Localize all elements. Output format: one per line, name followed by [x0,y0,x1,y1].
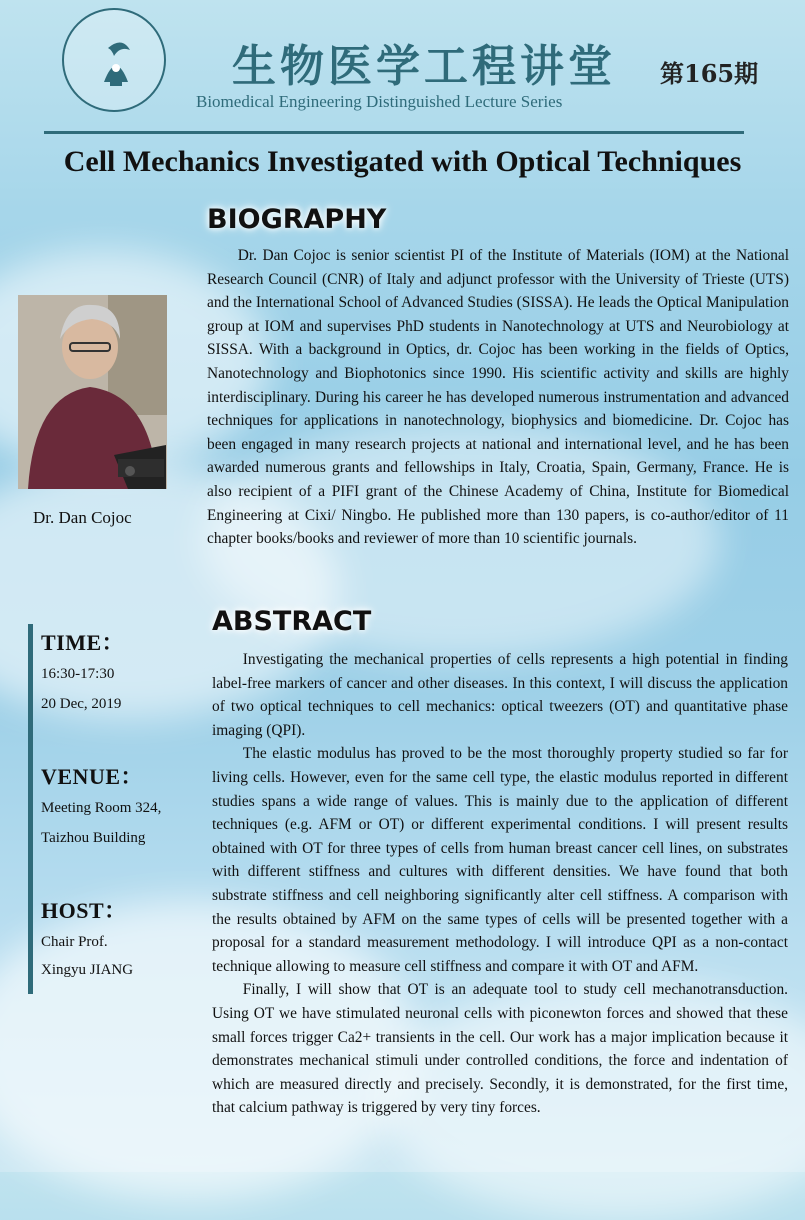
header-divider [44,131,744,134]
host-line-1: Chair Prof. [41,934,108,950]
speaker-photo [18,295,167,489]
biography-paragraph: Dr. Dan Cojoc is senior scientist PI of the Institute of Materials (IOM) at the National Research Council (CNR) of Italy and adjunct professor with the University of Trieste (UTS) and the International School of Advanced Studies (SISSA). He leads the Optical Manipulation group at IOM and supervises PhD students in Nanotechnology at UTS and Neurobiology at SISSA. With a background in Optics, dr. Cojoc has been working in the fields of Optics, Nanotechnology and Biophotonics since 1990. His scientific activity and skills are highly interdisciplinary. During his career he has developed numerous instrumentation and advanced techniques for applications in nanotechnology, biophysics and biomedicine. Dr. Cojoc has been engaged in many research projects at national and international level, and he has been awarded numerous grants and fellowships in Italy, Croatia, Spain, Germany, France. He is also recipient of a PIFI grant of the Chinese Academy of China, Institute for Biomedical Engineering at Cixi/ Ningbo. He published more than 130 papers, is co-author/editor of 11 chapter books/books and reviewer of more than 10 scientific journals. [207,247,789,548]
time-label: TIME： [41,630,125,655]
biography-body [207,244,789,551]
lecture-title: Cell Mechanics Investigated with Optical Techniques [63,145,742,178]
venue-label: VENUE： [41,764,144,789]
speaker-name-caption: Dr. Dan Cojoc [33,508,132,527]
chinese-series-title: 生物医学工程讲堂 [232,41,616,92]
speaker-portrait-icon [18,295,167,489]
abstract-paragraph: The elastic modulus has proved to be the most thoroughly property studied so far for living cells. However, even for the same cell type, the elastic modulus reported in different studies spans a wide range of values. This is mainly due to the application of different techniques (e.g. AFM or OT) or different experimental conditions. I will present results obtained with OT for three types of cells from human breast cancer cell lines, on substrates with different stiffness and cultures with different densities. We have found that both substrate stiffness and cell neighboring significantly alter cell stiffness. A comparison with the results obtained by AFM on the same types of cells will be presented together with a proposal for a standard measurement methodology. I will introduce QPI as a non-contact technique allowing to measure cell stiffness and compare it with OT and AFM. [212,745,788,975]
abstract-paragraph: Investigating the mechanical properties of cells represents a high potential in finding label-free markers of cancer and other diseases. In this context, I will discuss the application of two optical techniques to cell mechanics: optical tweezers (OT) and quantitative phase imaging (QPI). [212,651,788,739]
venue-line-1: Meeting Room 324, [41,800,162,816]
english-series-title: Biomedical Engineering Distinguished Lecture Series [196,92,563,111]
biography-heading: BIOGRAPHY [207,204,387,235]
date-value: 20 Dec, 2019 [41,696,122,712]
abstract-heading: ABSTRACT [212,606,372,637]
abstract-body [212,648,788,1120]
time-value: 16:30-17:30 [41,666,115,682]
host-line-2: Xingyu JIANG [41,962,134,978]
venue-line-2: Taizhou Building [41,830,146,846]
university-logo [62,8,166,112]
abstract-paragraph: Finally, I will show that OT is an adequate tool to study cell mechanotransduction. Using OT we have stimulated neuronal cells with piconewton forces and showed that these small forces trigger Ca2+ transients in the cell. Our work has a major implication because it demonstrates mechanical stimuli under controlled conditions, the force and indentation of which are measured directly and precisely. Secondly, it is demonstrated, for the first time, that calcium pathway is triggered by very tiny forces. [212,981,788,1117]
issue-number: 第165期 [660,59,759,88]
host-label: HOST： [41,898,127,923]
info-sidebar-accent [28,624,33,994]
logo-emblem-icon [64,10,168,114]
